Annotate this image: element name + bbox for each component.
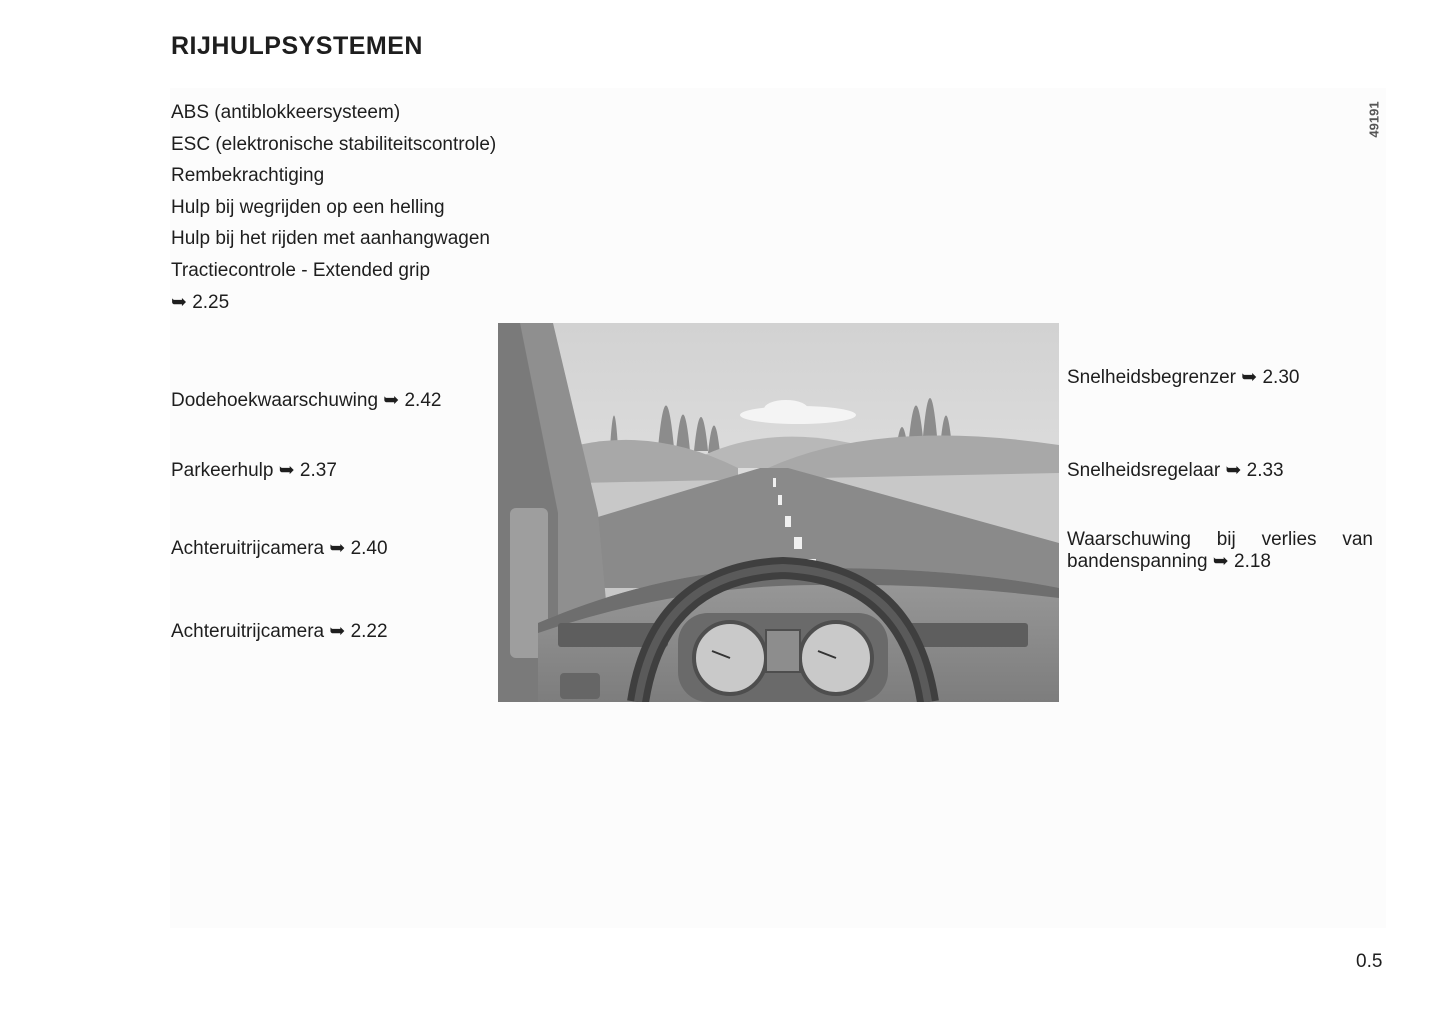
page-number: 0.5 (1356, 951, 1383, 972)
callout-cruise-control: Snelheidsregelaar ➥ 2.33 (1067, 460, 1284, 481)
callout-parking-assist: Parkeerhulp ➥ 2.37 (171, 460, 337, 481)
callout-tyre-pressure-warning: Waarschuwing bij verlies van bandenspanning ➥ 2.18 (1067, 529, 1373, 572)
list-item-page-reference: ➥ 2.25 (171, 291, 230, 313)
list-item: Tractiecontrole - Extended grip (171, 259, 431, 281)
list-item: Rembekrachtiging (171, 165, 325, 187)
callout-blind-spot-warning: Dodehoekwaarschuwing ➥ 2.42 (171, 390, 442, 411)
list-item: ABS (antiblokkeersysteem) (171, 102, 401, 123)
dashboard-illustration (498, 323, 1059, 702)
illustration-reference-code: 49191 (1366, 101, 1382, 138)
list-item: Hulp bij wegrijden op een helling (171, 196, 445, 218)
page-title: RIJHULPSYSTEMEN (171, 32, 423, 60)
callout-rear-camera: Achteruitrijcamera ➥ 2.40 (171, 538, 388, 559)
list-item: ESC (elektronische stabiliteitscontrole) (171, 133, 497, 155)
list-item: Hulp bij het rijden met aanhangwagen (171, 228, 490, 250)
callout-rear-camera-2: Achteruitrijcamera ➥ 2.22 (171, 621, 388, 642)
driving-aid-systems-list (171, 97, 496, 318)
callout-speed-limiter: Snelheidsbegrenzer ➥ 2.30 (1067, 367, 1300, 388)
